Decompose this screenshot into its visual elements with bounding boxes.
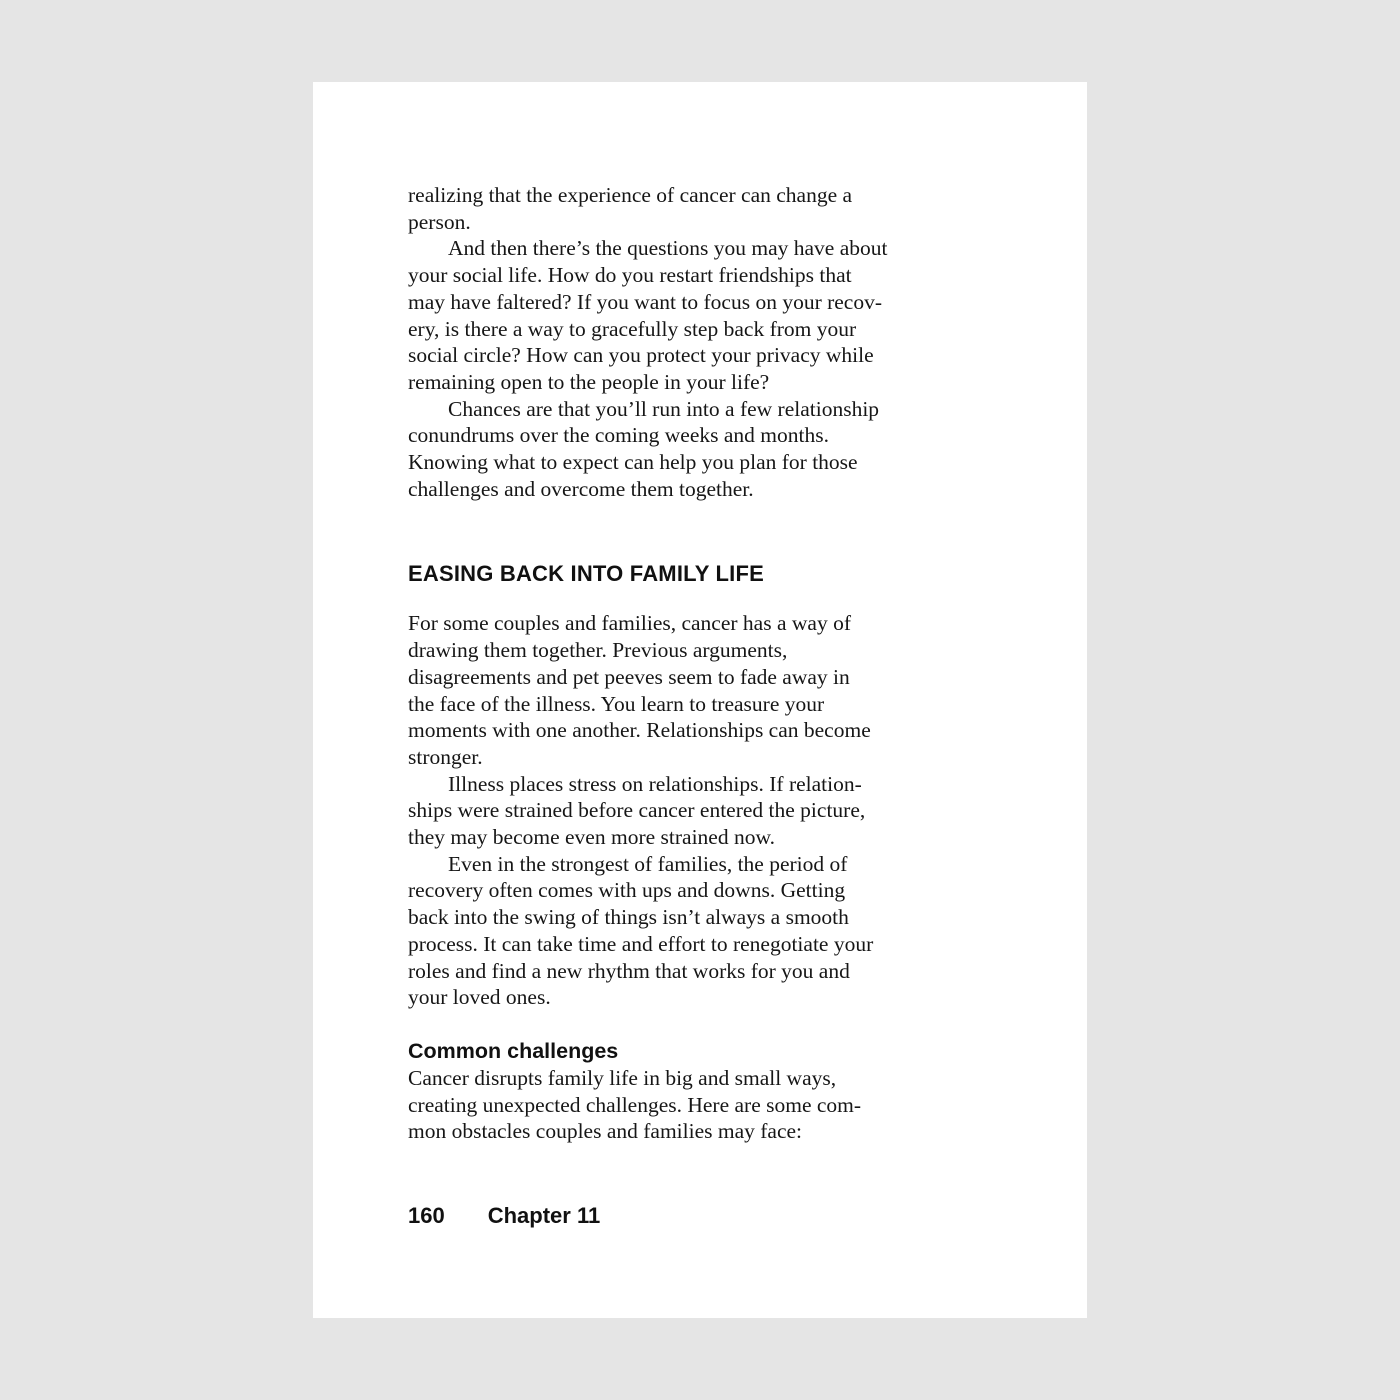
text-line: Even in the strongest of families, the period of xyxy=(448,851,848,876)
text-column xyxy=(408,182,968,1145)
paragraph xyxy=(408,851,968,1011)
subsection-heading: Common challenges xyxy=(408,1038,619,1063)
text-line: And then there’s the questions you may have about xyxy=(448,236,888,261)
text-line: moments with one another. Relationships can become xyxy=(408,718,871,743)
text-line: Knowing what to expect can help you plan for those xyxy=(408,450,858,475)
text-line: stronger. xyxy=(408,744,483,769)
text-line: your loved ones. xyxy=(408,985,551,1010)
text-line: mon obstacles couples and families may face: xyxy=(408,1119,803,1144)
page-number: 160 xyxy=(408,1203,445,1228)
text-line: remaining open to the people in your life? xyxy=(408,369,770,394)
text-line: conundrums over the coming weeks and months. xyxy=(408,423,829,448)
text-line: recovery often comes with ups and downs. Getting xyxy=(408,878,846,903)
page-footer xyxy=(408,1202,600,1229)
text-line: Illness places stress on relationships. If relation- xyxy=(448,771,862,796)
text-line: Chances are that you’ll run into a few relationship xyxy=(448,396,880,421)
text-line: your social life. How do you restart friendships that xyxy=(408,263,852,288)
text-line: ships were strained before cancer entered the picture, xyxy=(408,798,866,823)
text-line: roles and find a new rhythm that works for you and xyxy=(408,958,850,983)
paragraph xyxy=(408,771,968,851)
paragraph xyxy=(408,1065,968,1145)
text-line: For some couples and families, cancer has a way of xyxy=(408,611,851,636)
text-line: the face of the illness. You learn to treasure your xyxy=(408,691,825,716)
text-line: ery, is there a way to gracefully step back from your xyxy=(408,316,857,341)
text-line: social circle? How can you protect your privacy while xyxy=(408,343,874,368)
text-line: process. It can take time and effort to renegotiate your xyxy=(408,931,874,956)
section-heading: EASING BACK INTO FAMILY LIFE xyxy=(408,561,765,587)
text-line: disagreements and pet peeves seem to fade away in xyxy=(408,664,850,689)
paragraph xyxy=(408,182,968,235)
text-line: realizing that the experience of cancer can change a xyxy=(408,183,853,207)
text-line: person. xyxy=(408,209,471,234)
text-line: Cancer disrupts family life in big and small ways, xyxy=(408,1065,837,1090)
text-line: creating unexpected challenges. Here are some com- xyxy=(408,1092,862,1117)
text-line: may have faltered? If you want to focus on your recov- xyxy=(408,289,883,314)
paragraph xyxy=(408,396,968,503)
chapter-label: Chapter 11 xyxy=(487,1203,601,1228)
paragraph xyxy=(408,610,968,770)
text-line: they may become even more strained now. xyxy=(408,825,775,850)
text-line: back into the swing of things isn’t always a smooth xyxy=(408,905,849,930)
text-line: drawing them together. Previous arguments, xyxy=(408,638,788,663)
paragraph xyxy=(408,235,968,395)
book-page xyxy=(313,82,1087,1318)
text-line: challenges and overcome them together. xyxy=(408,476,754,501)
